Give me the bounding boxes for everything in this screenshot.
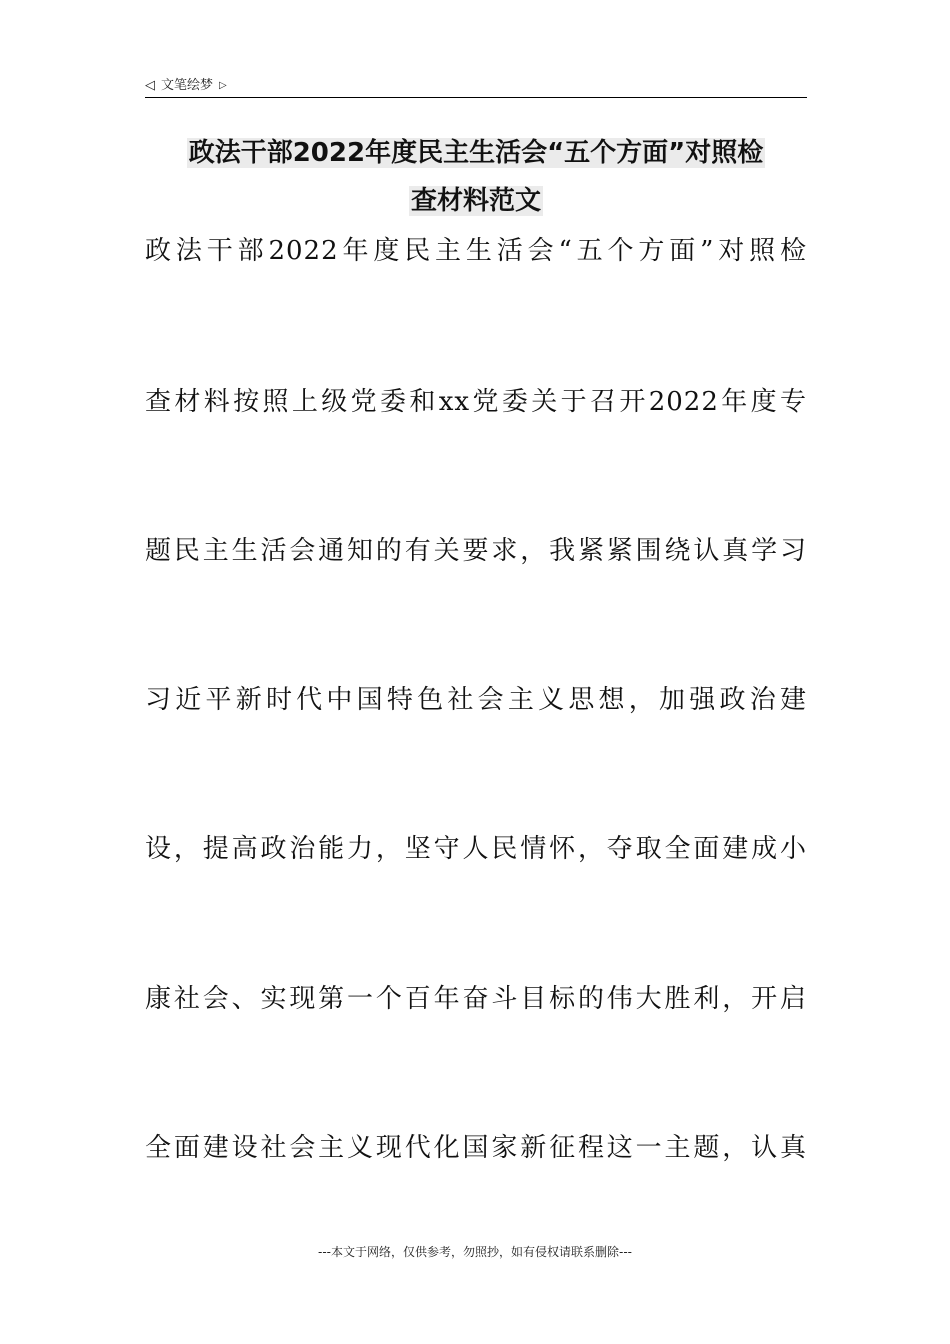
body-line: 设，提高政治能力，坚守人民情怀，夺取全面建成小 [145,834,807,864]
body-line: 全面建设社会主义现代化国家新征程这一主题，认真 [145,1133,807,1163]
body-line: 习近平新时代中国特色社会主义思想，加强政治建 [145,685,807,715]
body-line: 康社会、实现第一个百年奋斗目标的伟大胜利，开启 [145,984,807,1014]
header-divider [145,97,807,98]
body-line: 政法干部2022年度民主生活会“五个方面”对照检 [145,236,807,266]
document-title-line-2: 查材料范文 [410,186,541,216]
body-line: 查材料按照上级党委和xx党委关于召开2022年度专 [145,387,807,417]
right-triangle-icon: ▷ [219,80,227,91]
document-title-line-1: 政法干部2022年度民主生活会“五个方面”对照检 [188,138,764,168]
left-triangle-icon: ◁ [145,78,155,93]
footer-disclaimer: ---本文于网络，仅供参考，勿照抄，如有侵权请联系删除--- [318,1245,632,1259]
page-header [145,74,807,98]
header-label: 文笔绘梦 [161,78,214,93]
body-line: 题民主生活会通知的有关要求，我紧紧围绕认真学习 [145,536,807,566]
